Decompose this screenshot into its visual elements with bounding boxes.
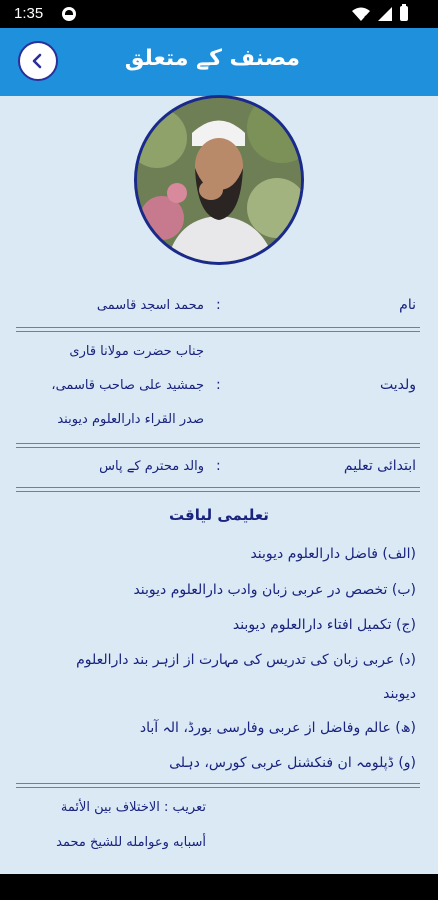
parentage-line: جناب حضرت مولانا قاری	[69, 344, 204, 359]
qualification-item: (ب) تخصص در عربی زبان وادب دارالعلوم دیوبند	[133, 582, 416, 598]
author-photo	[137, 98, 301, 262]
qualification-item: (و) ڈپلومہ ان فنکشنل عربی کورس، دہلی	[169, 755, 416, 771]
parentage-label: ولدیت	[379, 377, 416, 393]
qualification-item: دیوبند	[383, 686, 416, 702]
qualification-item: (الف) فاضل دارالعلوم دیوبند	[250, 546, 416, 562]
qualification-item: (ج) تکمیل افتاء دارالعلوم دیوبند	[232, 617, 416, 633]
divider	[16, 487, 420, 492]
status-bar	[0, 0, 438, 28]
parentage-colon: :	[216, 377, 221, 393]
primary-edu-label: ابتدائی تعلیم	[343, 458, 416, 474]
primary-edu-value: والد محترم کے پاس	[99, 459, 204, 474]
book-line: تعریب : الاختلاف بین الأئمة	[60, 800, 206, 815]
status-icons	[352, 6, 408, 21]
chevron-left-icon	[29, 52, 47, 70]
signal-icon	[378, 7, 392, 21]
qualification-item: (د) عربی زبان کی تدریس کی مہارت از ازہر بند دارالعلوم	[76, 652, 416, 668]
qualifications-heading: تعلیمی لیاقت	[169, 506, 269, 524]
divider	[16, 783, 420, 788]
navigation-bar	[0, 874, 438, 900]
notification-app-icon	[62, 7, 76, 21]
parentage-line: جمشید علی صاحب قاسمی،	[51, 378, 204, 393]
wifi-icon	[352, 7, 370, 21]
divider	[16, 327, 420, 332]
name-colon: :	[216, 297, 221, 313]
name-label: نام	[399, 297, 416, 313]
name-value: محمد اسجد قاسمی	[96, 298, 204, 313]
status-time: 1:35	[14, 5, 44, 22]
qualification-item: (ھ) عالم وفاضل از عربی وفارسی بورڈ، الہ آباد	[139, 720, 416, 736]
author-avatar	[134, 95, 304, 265]
divider	[16, 443, 420, 448]
app-bar	[0, 28, 438, 96]
primary-edu-colon: :	[216, 458, 221, 474]
book-line: أسبابه وعوامله للشيخ محمد	[56, 835, 206, 850]
page-title: مصنف کے متعلق	[124, 46, 300, 71]
parentage-line: صدر القراء دارالعلوم دیوبند	[57, 412, 204, 427]
back-button[interactable]	[18, 41, 58, 81]
battery-icon	[400, 6, 408, 21]
